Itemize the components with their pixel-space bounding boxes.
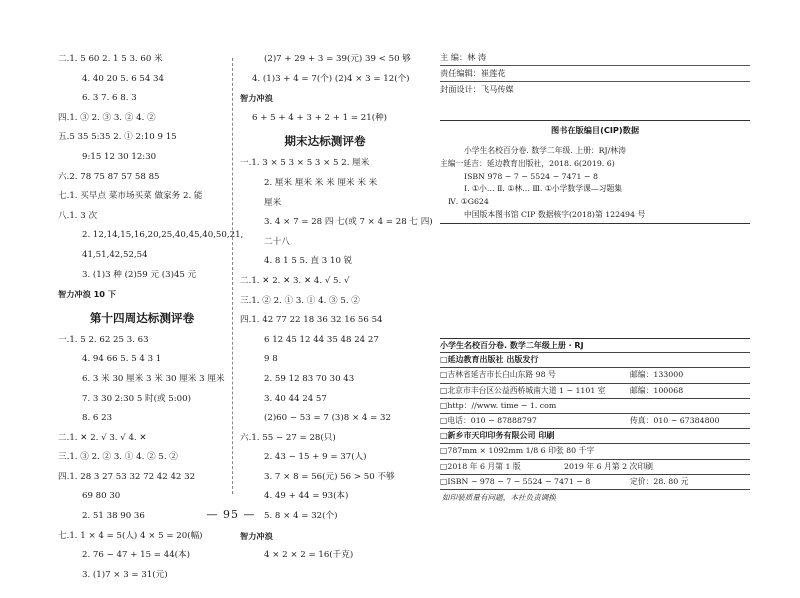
chief-editor: 主 编：林 涛 (440, 50, 750, 66)
cover-designer: 封面设计：飞马传媒 (440, 84, 514, 94)
isbn: □ISBN − 978 − 7 − 5524 − 7471 − 8 (440, 476, 591, 486)
left-answer-line: 41,51,42,52,54 (82, 249, 148, 260)
isbn-line (440, 475, 750, 490)
right-answer-line: 四.1. 42 77 22 18 36 32 16 56 54 (240, 315, 383, 326)
left-answer-line: 四.1. 28 3 27 53 32 72 42 42 32 (58, 471, 196, 482)
left-answer-line: 3. (1)3 种 (2)59 元 (3)45 元 (82, 269, 197, 280)
left-answer-line: 4. 40 20 5. 6 54 34 (82, 73, 164, 84)
printing: 2019 年 6 月第 2 次印刷 (564, 461, 653, 471)
beijing-postcode: 邮编：100068 (630, 385, 684, 395)
left-answer-line: 七.1. 买早点 菜市场买菜 做家务 2. 能 (58, 191, 203, 202)
left-answer-section-heading: 第十四周达标测评卷 (89, 310, 195, 325)
right-answer-line: 4. (1)3 + 4 = 7(个) (2)4 × 3 = 12(个) (252, 73, 410, 84)
left-answer-line: 六.2. 78 75 87 57 58 85 (58, 171, 160, 182)
left-answer-line: 一.1. 5 2. 62 25 3. 63 (58, 334, 149, 345)
left-answer-line: 七.1. 1 × 4 = 5(人) 4 × 5 = 20(幅) (58, 530, 203, 541)
publisher-postcode: 邮编：133000 (630, 370, 684, 380)
left-answer-line: 9:15 12 30 12:30 (82, 151, 157, 162)
answer-column-right (240, 50, 433, 566)
cip-line: 中国版本图书馆 CIP 数据核字(2018)第 122494 号 (464, 209, 646, 219)
left-answer-line: 八.1. 3 次 (58, 210, 98, 221)
cip-data-box (440, 120, 750, 224)
left-answer-bonus-label: 智力冲浪 10 下 (58, 289, 117, 300)
left-answer-line: 三.1. ③ 2. ② 3. ① 4. ② 5. ② (58, 452, 178, 463)
page-number: — 95 — (206, 508, 256, 521)
right-answer-line: 6 + 5 + 4 + 3 + 2 + 1 = 21(种) (252, 112, 388, 123)
right-answer-line: 4. 8 1 5 5. 直 3 10 锐 (264, 256, 353, 267)
right-answer-line: (2)60 − 53 = 7 (3)8 × 4 = 32 (264, 413, 391, 424)
left-answer-line: 二.1. ✕ 2. √ 3. √ 4. ✕ (58, 432, 147, 443)
right-answer-line: 六.1. 55 − 27 = 28(只) (240, 432, 336, 443)
right-answer-bonus-label: 智力冲浪 (240, 93, 273, 104)
cip-line: ISBN 978 − 7 − 5524 − 7471 − 8 (464, 171, 598, 181)
price: 定价：28. 80 元 (630, 476, 689, 486)
cip-line: 主编一延吉：延边教育出版社，2018. 6(2019. 6) (440, 158, 615, 168)
edition: □2018 年 6 月第 1 版 (440, 461, 521, 471)
column-divider (232, 58, 233, 494)
phone: □电话：010 − 87888797 (440, 415, 537, 425)
right-answer-line: 2. 43 − 15 + 9 = 37(人) (264, 452, 367, 463)
right-answer-line: 3. 4 × 7 = 28 四 七(或 7 × 4 = 28 七 四) (264, 217, 433, 228)
right-answer-line: (2)7 + 29 + 3 = 39(元) 39 < 50 够 (264, 54, 411, 64)
right-answer-line: 三.1. ② 2. ① 3. ① 4. ③ 5. ② (240, 295, 360, 306)
beijing-address: □北京市丰台区公益西桥城南大道 1 − 1101 室 (440, 385, 606, 395)
right-answer-line: 3. 7 × 8 = 56(元) 56 > 50 不够 (264, 471, 395, 482)
phone-line (440, 414, 750, 429)
fax: 传真：010 − 67384800 (630, 415, 720, 425)
publisher-address-line (440, 368, 750, 383)
right-answer-line: 4. 49 + 44 = 93(本) (264, 491, 349, 502)
quality-note: 如印装质量有问题，本社负责调换 (442, 492, 556, 502)
left-answer-line: 8. 6 23 (82, 413, 113, 424)
imprint-block (440, 338, 750, 506)
right-answer-line: 2. 59 12 83 70 30 43 (264, 373, 355, 384)
right-answer-section-heading: 期末达标测评卷 (284, 134, 366, 149)
cip-title: 图书在版编目(CIP)数据 (550, 125, 640, 135)
left-answer-line: 7. 3 30 2:30 5 时(或 5:00) (82, 393, 191, 404)
left-answer-line: 6. 3 米 30 厘米 3 米 30 厘米 3 厘米 (82, 373, 225, 384)
left-answer-line: 五.5 35 5:35 2. ① 2:10 9 15 (58, 132, 177, 143)
left-answer-line: 2. 76 − 47 + 15 = 44(本) (82, 550, 190, 561)
right-answer-line: 一.1. 3 × 5 3 × 5 3 × 5 2. 厘米 (240, 158, 370, 169)
left-answer-line: 6. 3 7. 6 8. 3 (82, 93, 137, 104)
website-line: □http：//www. time − 1. com (440, 399, 750, 414)
right-answer-line: 厘米 (264, 197, 282, 208)
cip-lines (440, 145, 750, 222)
right-answer-line: 4 × 2 × 2 = 16(千克) (264, 550, 354, 561)
left-answer-line: 四.1. ③ 2. ③ 3. ② 4. ② (58, 112, 156, 123)
printer-line: □新乡市天印印务有限公司 印刷 (440, 429, 750, 444)
left-answer-line: 二.1. 5 60 2. 1 5 3. 60 米 (58, 54, 163, 64)
right-answer-line: 9 8 (264, 354, 278, 365)
right-answer-line: 6 12 45 12 44 35 48 24 27 (264, 334, 379, 345)
format-line: □787mm × 1092mm 1/8 6 印张 80 千字 (440, 444, 750, 459)
cip-line: Ⅰ. ①小… Ⅱ. ①林… Ⅲ. ①小学数学课—习题集 (464, 184, 623, 194)
left-answer-line: 2. 51 38 90 36 (82, 511, 145, 522)
cip-line: 小学生名校百分卷. 数学二年级. 上册：RJ/林涛 (464, 146, 626, 155)
left-answer-line: 69 80 30 (82, 491, 121, 502)
editor-credits (440, 50, 750, 98)
cip-line: Ⅳ. ①G624 (448, 197, 489, 207)
publisher-address: □吉林省延吉市长白山东路 98 号 (440, 370, 556, 380)
responsible-editor: 责任编辑：崔莲花 (440, 66, 750, 82)
left-answer-line: 4. 94 66 5. 5 4 3 1 (82, 354, 162, 365)
right-answer-bonus-label: 智力冲浪 (240, 530, 273, 541)
left-answer-line: 2. 12,14,15,16,20,25,40,45,40,50,21, (82, 230, 244, 241)
right-answer-line: 3. 40 44 24 57 (264, 393, 327, 404)
right-answer-line: 二.1. ✕ 2. ✕ 3. ✕ 4. √ 5. √ (240, 275, 350, 286)
beijing-address-line (440, 384, 750, 399)
right-answer-line: 5. 8 × 4 = 32(个) (264, 511, 338, 522)
right-answer-line: 二十八 (264, 236, 290, 247)
right-answer-line: 2. 厘米 厘米 米 米 厘米 米 米 (264, 177, 378, 188)
publisher-line: □延边教育出版社 出版发行 (440, 353, 750, 368)
imprint-title: 小学生名校百分卷. 数学二年级上册 · RJ (440, 338, 750, 353)
edition-line (440, 460, 750, 475)
left-answer-line: 3. (1)7 × 3 = 31(元) (82, 569, 168, 580)
